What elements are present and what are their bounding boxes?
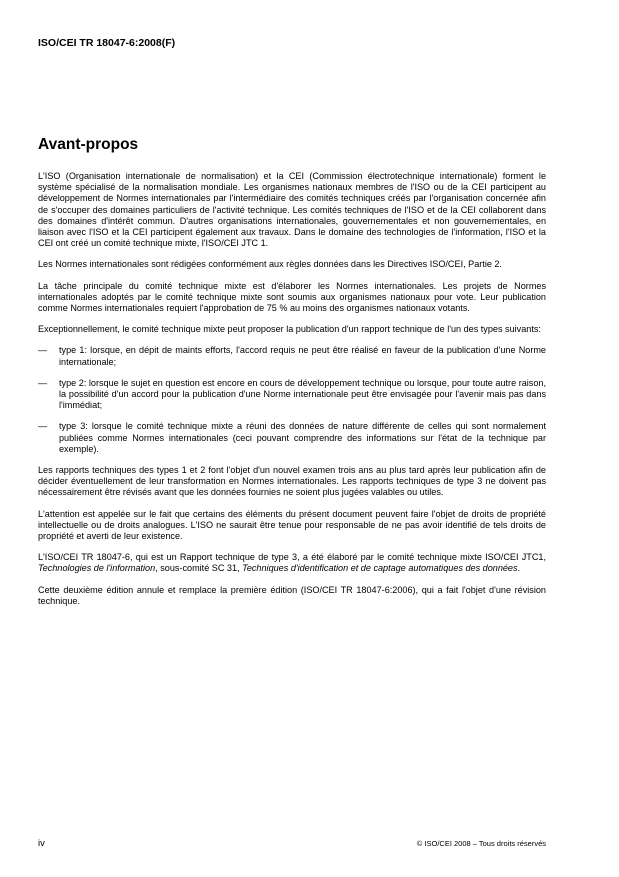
list-dash: — (38, 345, 48, 356)
period: . (517, 563, 521, 574)
paragraph-main-task: La tâche principale du comité technique mixte est d'élaborer les Normes internationales. Les projets de Normes internationales adoptés par le comité technique mixte sont soumis aux organismes nationaux pour vote. Leur publication comme Normes internationales requiert l'approbation de 75 % au moins des organismes nationaux votants. (38, 280, 546, 314)
paragraph-review: Les rapports techniques des types 1 et 2 font l'objet d'un nouvel examen trois ans au plus tard après leur publication afin de décider éventuellement de leur transformation en Normes internationales. Les rapports techniques de type 3 ne doivent pas nécessairement être révisés avant que les données fournies ne soient plus jugées valables ou utiles. (38, 465, 546, 498)
paragraph-patent-rights: L'attention est appelée sur le fait que certains des éléments du présent document peuvent faire l'objet de droits de propriété intellectuelle ou de droits analogues. L'ISO ne saurait être tenue pour responsable de ne pas avoir identifié de tels droits de propriété et averti de leur existence. (38, 508, 546, 542)
list-dash: — (38, 421, 48, 432)
subcommittee-text: , sous-comité SC 31, (155, 563, 243, 574)
foreword-body (38, 171, 546, 617)
list-item-text: type 3: lorsque le comité technique mixte a réuni des données de nature différente de celles qui sont normalement publiées comme Normes internationales (ceci pouvant comprendre des informations sur l'état de la technique par exemple). (59, 421, 546, 454)
paragraph-exceptional: Exceptionnellement, le comité technique mixte peut proposer la publication d'un rapport technique de l'un des types suivants: (38, 324, 541, 335)
prepared-by-text: L'ISO/CEI TR 18047-6, qui est un Rapport technique de type 3, a été élaboré par le comité technique mixte ISO/CEI JTC1, (38, 552, 546, 563)
copyright-notice: © ISO/CEI 2008 – Tous droits réservés (416, 839, 546, 848)
list-item-type-3 (38, 421, 546, 455)
list-item-type-2 (38, 378, 546, 412)
paragraph-iso-cei-intro: L'ISO (Organisation internationale de normalisation) et la CEI (Commission électrotechnique internationale) forment le système spécialisé de la normalisation mondiale. Les organismes nationaux membres de l'ISO ou de la CEI participent au développement de Normes internationales par l'intermédiaire des comités techniques créés par l'organisation concernée afin de s'occuper des domaines particuliers de l'activité technique. Les comités techniques de l'ISO et de la CEI collaborent dans des domaines d'intérêt commun. D'autres organisations internationales, gouvernementales et non gouvernementales, en liaison avec l'ISO et la CEI participent également aux travaux. Dans le domaine des technologies de l'information, l'ISO et la CEI ont créé un comité technique mixte, l'ISO/CEI JTC 1. (38, 171, 546, 249)
list-item-text: type 1: lorsque, en dépit de maints efforts, l'accord requis ne peut être réalisé en faveur de la publication d'une Norme internationale; (59, 345, 546, 367)
list-item-text: type 2: lorsque le sujet en question est encore en cours de développement technique ou lorsque, pour toute autre raison, la possibilité d'un accord pour la publication d'une Norme internationale peut être envisagée pour l'avenir mais pas dans l'immédiat; (59, 377, 546, 411)
page-number: iv (38, 838, 45, 849)
committee-title: Technologies de l'information (38, 563, 156, 574)
page-title: Avant-propos (38, 136, 139, 153)
paragraph-edition: Cette deuxième édition annule et remplace la première édition (ISO/CEI TR 18047-6:2006), qui a fait l'objet d'une révision technique. (38, 584, 546, 606)
list-dash: — (38, 377, 48, 388)
paragraph-directives: Les Normes internationales sont rédigées conformément aux règles données dans les Directives ISO/CEI, Partie 2. (38, 259, 503, 270)
document-reference: ISO/CEI TR 18047-6:2008(F) (38, 37, 176, 49)
subcommittee-title: Techniques d'identification et de captage automatiques des données (242, 563, 518, 574)
list-item-type-1 (38, 345, 546, 367)
paragraph-prepared-by (38, 552, 546, 574)
